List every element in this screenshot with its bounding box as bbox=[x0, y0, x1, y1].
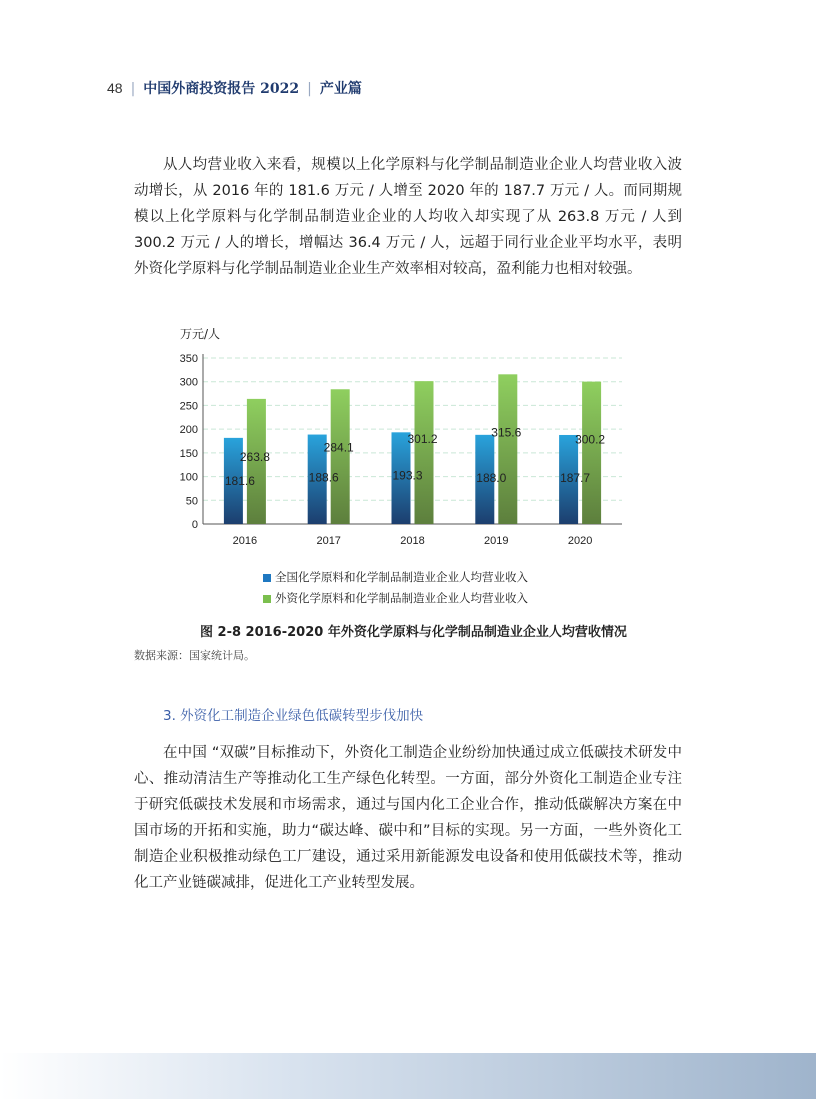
y-axis-label: 万元/人 bbox=[180, 327, 221, 341]
x-tick-label: 2019 bbox=[484, 535, 509, 547]
legend-swatch-national bbox=[263, 574, 271, 582]
data-label-national: 187.7 bbox=[560, 470, 591, 485]
y-tick-label: 0 bbox=[191, 519, 198, 531]
y-tick-label: 50 bbox=[185, 495, 198, 508]
legend-item-foreign bbox=[263, 588, 528, 609]
bar-foreign bbox=[331, 389, 350, 524]
data-label-foreign: 315.6 bbox=[491, 425, 522, 440]
data-label-national: 188.0 bbox=[476, 470, 507, 485]
data-label-foreign: 284.1 bbox=[323, 440, 354, 455]
legend-item-national bbox=[263, 567, 528, 588]
y-tick-label: 300 bbox=[179, 376, 198, 389]
y-tick-label: 350 bbox=[179, 353, 198, 365]
bar-foreign bbox=[415, 381, 434, 524]
section-subheading: 3. 外资化工制造企业绿色低碳转型步伐加快 bbox=[163, 708, 424, 724]
data-label-national: 188.6 bbox=[308, 470, 339, 485]
bar-chart bbox=[160, 318, 640, 558]
y-tick-label: 200 bbox=[179, 424, 198, 437]
data-source: 数据来源：国家统计局。 bbox=[134, 649, 255, 662]
data-label-foreign: 301.2 bbox=[407, 432, 438, 447]
y-tick-label: 100 bbox=[179, 471, 198, 484]
legend-label-national: 全国化学原料和化学制品制造业企业人均营业收入 bbox=[275, 570, 528, 584]
x-tick-label: 2020 bbox=[567, 535, 593, 547]
y-tick-label: 250 bbox=[179, 400, 198, 413]
bar-foreign bbox=[498, 374, 517, 524]
x-tick-label: 2016 bbox=[232, 535, 258, 547]
x-tick-label: 2017 bbox=[316, 535, 341, 547]
page-number: 48 bbox=[107, 80, 123, 96]
page-header bbox=[107, 78, 362, 98]
paragraph-revenue-per-capita: 从人均营业收入来看，规模以上化学原料与化学制品制造业企业人均营业收入波动增长，从 2016 年的 181.6 万元 / 人增至 2020 年的 187.7 万元 / 人。而同期规模以上化学原料与化学制品制造业企业的人均收入却实现了从 263.8 万元 / 人到 300.2 万元 / 人的增长，增幅达 36.4 万元 / 人，远超于同行业企业平均水平，表明外资化学原料与化学制品制造业企业生产效率相对较高，盈利能力也相对较强。 bbox=[134, 157, 682, 277]
report-title: 中国外商投资报告 2022 bbox=[143, 81, 300, 97]
bar-foreign bbox=[582, 382, 601, 524]
footer-band bbox=[0, 1053, 816, 1099]
data-label-foreign: 300.2 bbox=[575, 432, 606, 447]
section-title: 产业篇 bbox=[319, 81, 362, 97]
paragraph-green-transition: 在中国 “双碳”目标推动下，外资化工制造企业纷纷加快通过成立低碳技术研发中心、推动清洁生产等推动化工生产绿色化转型。一方面，部分外资化工制造企业专注于研究低碳技术发展和市场需求，通过与国内化工企业合作，推动低碳解决方案在中国市场的开拓和实施，助力“碳达峰、碳中和”目标的实现。另一方面，一些外资化工制造企业积极推动绿色工厂建设，通过采用新能源发电设备和使用低碳技术等，推动化工产业链碳减排，促进化工产业转型发展。 bbox=[134, 745, 682, 891]
x-tick-label: 2018 bbox=[400, 535, 425, 547]
data-label-national: 181.6 bbox=[224, 473, 255, 488]
y-tick-label: 150 bbox=[179, 447, 198, 460]
header-separator: | bbox=[307, 81, 312, 97]
header-separator: | bbox=[130, 81, 136, 97]
data-label-national: 193.3 bbox=[392, 468, 423, 483]
data-label-foreign: 263.8 bbox=[239, 449, 270, 464]
legend-swatch-foreign bbox=[263, 595, 271, 603]
chart-legend bbox=[263, 567, 528, 609]
figure-caption: 图 2-8 2016-2020 年外资化学原料与化学制品制造业企业人均营收情况 bbox=[200, 625, 627, 640]
legend-label-foreign: 外资化学原料和化学制品制造业企业人均营业收入 bbox=[275, 591, 528, 605]
